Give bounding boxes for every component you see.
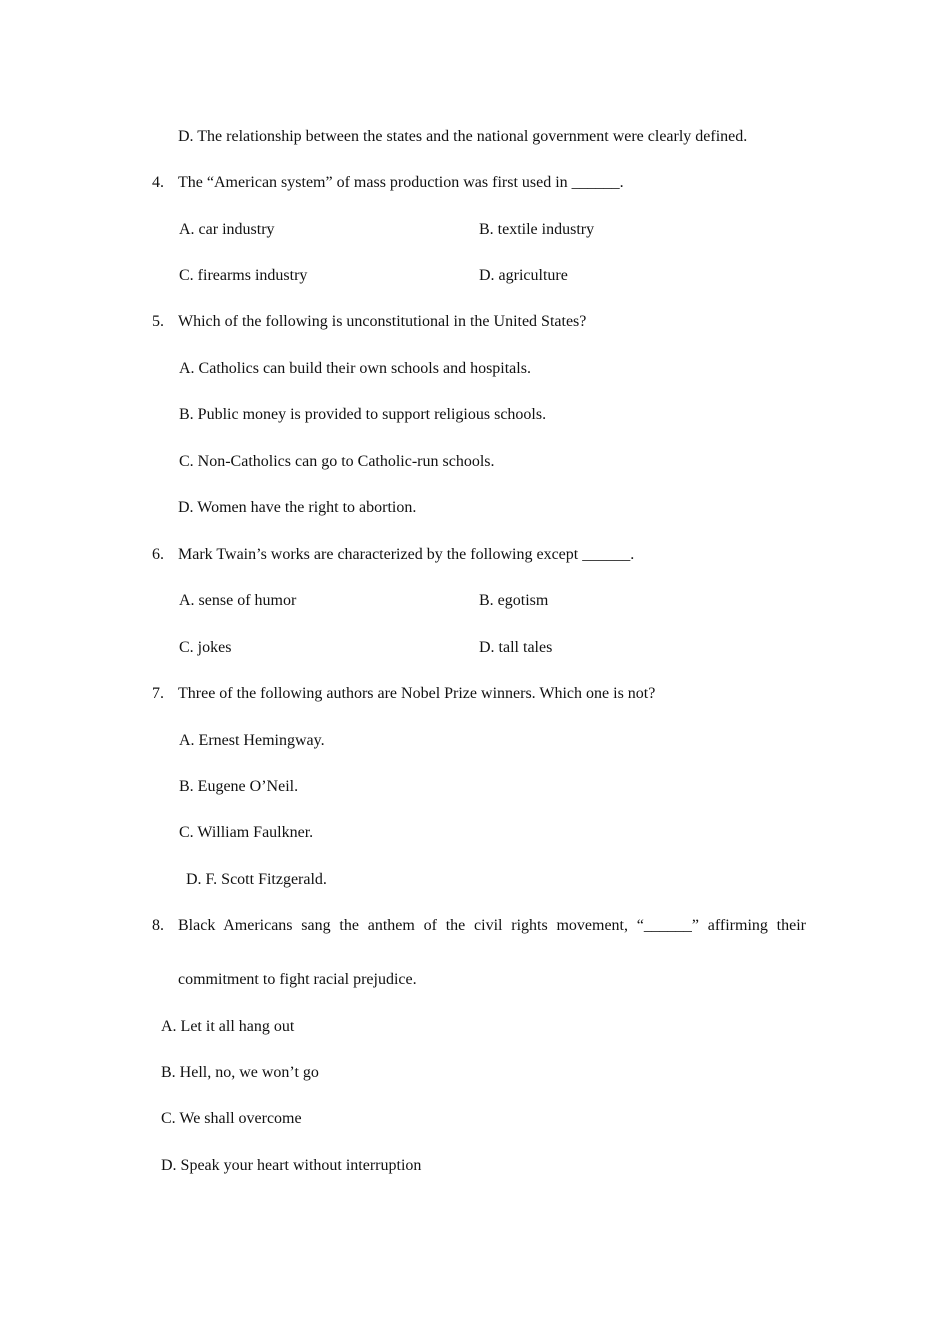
q7-option-d: D. F. Scott Fitzgerald. bbox=[186, 871, 327, 888]
q6-option-d: D. tall tales bbox=[479, 639, 553, 656]
q3-option-d: D. The relationship between the states and the national government were clearly defined. bbox=[178, 128, 748, 145]
q7-option-b: B. Eugene O’Neil. bbox=[179, 778, 299, 795]
q7-option-a: A. Ernest Hemingway. bbox=[179, 732, 325, 749]
q7-question: Three of the following authors are Nobel Prize winners. Which one is not? bbox=[178, 685, 656, 702]
q8-option-c: C. We shall overcome bbox=[161, 1110, 302, 1127]
q4-option-c: C. firearms industry bbox=[179, 267, 308, 284]
q4-option-a: A. car industry bbox=[179, 221, 275, 238]
q5-option-d: D. Women have the right to abortion. bbox=[178, 499, 417, 516]
q6-option-b: B. egotism bbox=[479, 592, 549, 609]
q8-option-a: A. Let it all hang out bbox=[161, 1018, 295, 1035]
q6-number: 6. bbox=[152, 546, 164, 563]
q5-number: 5. bbox=[152, 313, 164, 330]
q4-question: The “American system” of mass production was first used in ______. bbox=[178, 174, 624, 191]
q8-number: 8. bbox=[152, 917, 164, 934]
q4-number: 4. bbox=[152, 174, 164, 191]
q6-option-c: C. jokes bbox=[179, 639, 232, 656]
q8-option-d: D. Speak your heart without interruption bbox=[161, 1157, 422, 1174]
q5-option-a: A. Catholics can build their own schools and hospitals. bbox=[179, 360, 531, 377]
q7-option-c: C. William Faulkner. bbox=[179, 824, 314, 841]
q5-option-b: B. Public money is provided to support religious schools. bbox=[179, 406, 547, 423]
q6-question: Mark Twain’s works are characterized by the following except ______. bbox=[178, 546, 635, 563]
q8-option-b: B. Hell, no, we won’t go bbox=[161, 1064, 319, 1081]
q8-question-line1: Black Americans sang the anthem of the civil rights movement, “______” affirming their bbox=[178, 917, 806, 934]
q5-question: Which of the following is unconstitutional in the United States? bbox=[178, 313, 587, 330]
q6-option-a: A. sense of humor bbox=[179, 592, 297, 609]
q4-option-b: B. textile industry bbox=[479, 221, 595, 238]
q8-question-line2: commitment to fight racial prejudice. bbox=[178, 971, 417, 988]
q5-option-c: C. Non-Catholics can go to Catholic-run schools. bbox=[179, 453, 495, 470]
q4-option-d: D. agriculture bbox=[479, 267, 568, 284]
q7-number: 7. bbox=[152, 685, 164, 702]
